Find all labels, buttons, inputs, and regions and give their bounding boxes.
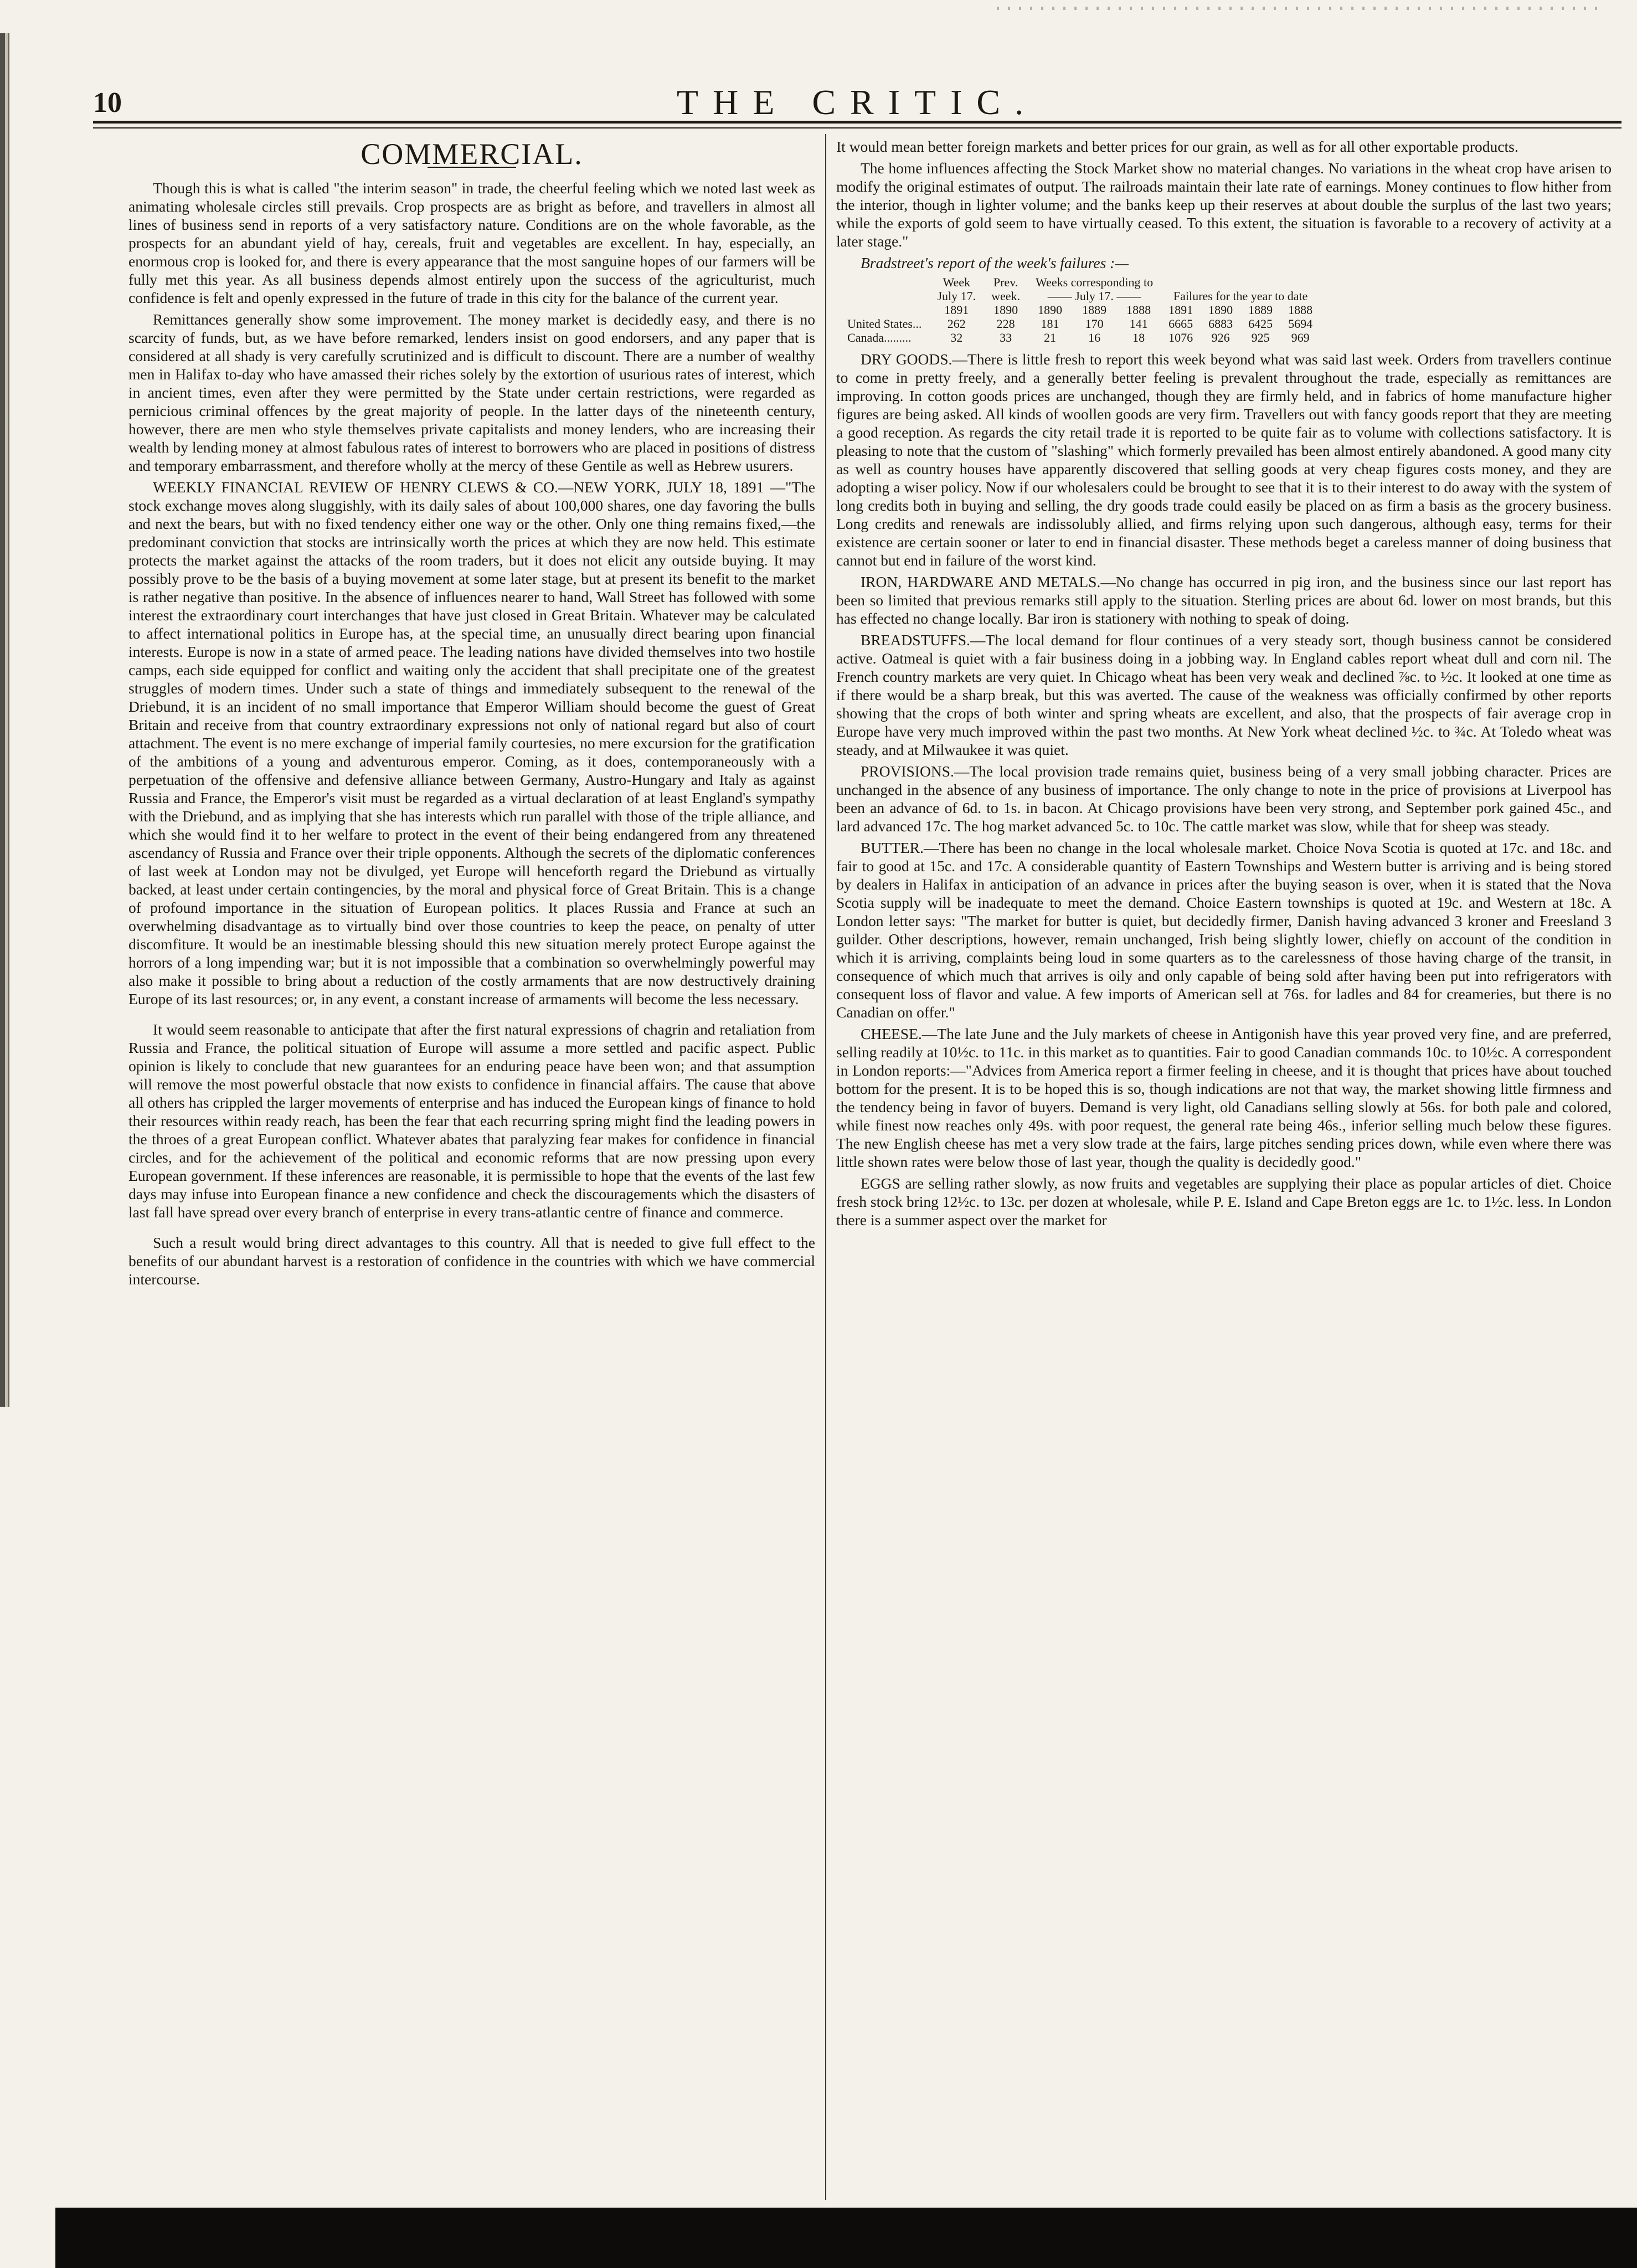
section-heading: PROVISIONS.	[861, 763, 954, 780]
table-header-row: July 17. week. —— July 17. —— Failures for the year to date	[937, 289, 1308, 303]
section-text: —The local demand for flour continues of a very steady sort, though business cannot be considered active. Oatmeal is quiet with a fair business doing in a jobbing way. In England cables report wheat dull and corn nil. The French country markets are very quiet. In Chicago wheat has been very weak and declined ⅞c. to ½c. It looked at one time as if there would be a sharp break, but this was averted. The cause of the weakness was officially confirmed by other reports showing that the crops of both winter and spring wheats are excellent, and also, that the prospects of fair average crop in Europe have very much improved within the past two months. At New York wheat declined ½c. to ¾c. At Toledo wheat was steady, and at Milwaukee it was quiet.	[836, 631, 1612, 758]
paragraph-foreign-markets: It would mean better foreign markets and better prices for our grain, as well as for all other exportable products.	[836, 138, 1518, 155]
page-header	[93, 82, 1621, 132]
failures-caption: Bradstreet's report of the week's failures :—	[861, 254, 1129, 271]
section-dry-goods	[836, 350, 1612, 569]
scan-artifact	[997, 7, 1606, 10]
section-iron-hardware-metals	[836, 573, 1612, 628]
table-row: United States... 262 228 181 170 141 6665 6883 6425 5694	[847, 317, 1313, 331]
failures-table	[847, 275, 1320, 344]
section-heading: IRON, HARDWARE AND METALS.	[861, 573, 1101, 590]
section-heading: BUTTER.	[861, 839, 924, 856]
header-rule-thin	[93, 127, 1621, 128]
section-text: —There is little fresh to report this week beyond what was said last week. Orders from travellers continue to come in pretty freely, and a generally better feeling is prevalent throughout the trade, especially as remittances are improving. In cotton goods prices are unchanged, though they are firmly held, and in fabrics of home manufacture higher figures are being asked. All kinds of woollen goods are very firm. Travellers out with fancy goods report that they are meeting a good reception. As regards the city retail trade it is reported to be quite fair as to volume with collections satisfactory. It is pleasing to note that the custom of "slashing" which formerly prevailed has been almost entirely abandoned. A good many city as well as country houses have apparently discovered that selling goods at very cheap figures costs money, and they are adopting a wiser policy. Now if our wholesalers could be brought to see that it is to their interest to do away with the system of long credits both in buying and selling, the dry goods trade could easily be placed on as firm a basis as the grocery business. Long credits and renewals are indissolubly allied, and firms relying upon such dangerous, although easy, terms for their existence are certain sooner or later to end in financial disaster. These methods beget a careless manner of doing business that cannot but end in failure of the worst kind.	[836, 351, 1612, 569]
section-heading: BREADSTUFFS.	[861, 631, 970, 649]
masthead: THE CRITIC.	[676, 83, 1038, 122]
binding-edge	[0, 33, 17, 1407]
table-header-row: 1891 1890 1890 1889 1888 1891 1890 1889 1888	[944, 303, 1313, 317]
section-text: —The local provision trade remains quiet, business being of a very small jobbing character. Prices are unchanged in the absence of any business of importance. The only change to note in the price of provisions at Liverpool has been an advance of 6d. to 1s. in bacon. At Chicago provisions have been very strong, and September pork gained 45c., and lard advanced 17c. The hog market advanced 5c. to 10c. The cattle market was slow, while that for sheep was steady.	[836, 763, 1612, 835]
section-breadstuffs	[836, 631, 1612, 759]
section-text: are selling rather slowly, as now fruits and vegetables are supplying their place as popular articles of diet. Choice fresh stock bring 12½c. to 13c. per dozen at wholesale, while P. E. Island and Cape Breton eggs are 1c. to 1½c. less. In London there is a summer aspect over the market for	[836, 1175, 1612, 1228]
table-header-row: Week Prev. Weeks corresponding to	[943, 275, 1154, 289]
section-text: —No change has occurred in pig iron, and the business since our last report has been so limited that previous remarks still apply to the situation. Sterling prices are about 6d. lower on most brands, but this has effected no change locally. Bar iron is stationery with nothing to speak of doing.	[836, 573, 1612, 627]
section-text: —The late June and the July markets of cheese in Antigonish have this year proved very fine, and are preferred, selling readily at 10½c. to 11c. in this market as to quantities. Fair to good Canadian commands 10c. to 10½c. A correspondent in London reports:—"Advices from America report a firmer feeling in cheese, and it is thought that prices have about touched bottom for the present. It is to be hoped this is so, though indications are not that way, the market showing little firmness and the tendency being in favor of buyers. Demand is very light, old Canadians selling slowly at 56s. for both pale and colored, while finest now reaches only 49s. with poor request, the general rate being 46s., inferior selling much below these figures. The new English cheese has met a very slow trade at the fairs, large pitches sending prices down, while even where there was little shown rates were below those of last year, though the quality is decidedly good."	[836, 1025, 1612, 1170]
left-column	[128, 137, 815, 2198]
paragraph-trade-outlook: Though this is what is called "the interim season" in trade, the cheerful feeling which we noted last week as animating wholesale circles still prevails. Crop prospects are as bright as before, and travellers in almost all lines of business send in reports of a very satisfactory nature. Conditions are on the whole favorable, as the prospects for an abundant yield of hay, cereals, fruit and vegetables are excellent. In hay, especially, an enormous crop is looked for, and there is every appearance that the most sanguine hopes of our farmers will be fully met this year. As all business depends almost entirely upon the success of the agriculturist, much confidence is felt and openly expressed in the future of trade in this city for the balance of the current year.	[128, 179, 815, 306]
section-text: —There has been no change in the local wholesale market. Choice Nova Scotia is quoted at 17c. and 18c. and fair to good at 15c. and 17c. A considerable quantity of Eastern Townships and Western butter is arriving and is being stored by dealers in Halifax in anticipation of an advance in prices after the buying season is over, when it is stated that the Nova Scotia supply will be inadequate to meet the demand. Choice Eastern townships is quoted at 19c. and Western at 18c. A London letter says: "The market for butter is quiet, but decidedly firmer, Danish having advanced 3 kroner and Freesland 3 guilder. Other descriptions, however, remain unchanged, Irish being slightly lower, chiefly on account of the condition in which it is arriving, complaints being loud in some quarters as to the carelessness of those having charge of the transit, in consequence of which much that arrives is oily and only capable of being sold after having been put into refrigerators with consequent loss of flavor and value. A few imports of American sell at 76s. for ladles and 84 for creameries, but there is no Canadian on offer."	[836, 839, 1612, 1021]
paragraph-direct-advantages: Such a result would bring direct advantages to this country. All that is needed to give full effect to the benefits of our abundant harvest is a restoration of confidence in the countries with which we have commercial intercourse.	[128, 1234, 815, 1288]
paragraph-europe-outlook: It would seem reasonable to anticipate that after the first natural expressions of chagrin and retaliation from Russia and France, the political situation of Europe will assume a more settled and pacific aspect. Public opinion is likely to conclude that new guarantees for an enduring peace have been won; and that assumption will remove the most powerful obstacle that now exists to confidence in financial affairs. The cause that above all others has crippled the larger movements of enterprise and has induced the European kings of finance to hold their resources within ready reach, has been the fear that each recurring spring might find the leading powers in the throes of a great European conflict. Whatever abates that paralyzing fear makes for confidence in financial circles, and for the achievement of the political and economic reforms that are now pressing upon every European government. If these inferences are reasonable, it is permissible to hope that the events of the last few days may infuse into European finance a new confidence and check the discouragements which the disasters of last fall have spread over every branch of enterprise in every trans-atlantic centre of finance and commerce.	[128, 1021, 815, 1221]
section-heading: CHEESE.	[861, 1025, 922, 1042]
section-cheese	[836, 1025, 1612, 1171]
header-rule	[93, 121, 1621, 124]
section-title: COMMERCIAL.	[361, 137, 583, 171]
paragraph-remittances: Remittances generally show some improvement. The money market is decidedly easy, and there is no scarcity of funds, but, as we have before remarked, lenders insist on good endorsers, and any paper that is considered at all shady is very carefully scrutinized and is difficult to discount. There are a number of wealthy men in Halifax to-day who have amassed their riches solely by the extortion of usurious rates of interest, which in ancient times, even after they were permitted by the State under certain restrictions, were regarded as pernicious criminal offences by the great majority of people. In the latter days of the nineteenth century, however, there are men who style themselves private capitalists and money lenders, who are increasing their wealth by lending money at almost fabulous rates of interest to borrowers who are placed in positions of distress and temporary embarrassment, and therefore wholly at the mercy of these Gentile as well as Hebrew usurers.	[128, 311, 815, 474]
table-row: Canada......... 32 33 21 16 18 1076 926 925 969	[847, 331, 1310, 344]
paragraph-home-influences: The home influences affecting the Stock Market show no material changes. No variations in the wheat crop have arisen to modify the original estimates of output. The railroads maintain their late rate of earnings. Money continues to flow hither from the interior, though in lighter volume; and the banks keep up their reserves at about double the surplus of the last two years; while the exports of gold seem to have virtually ceased. To this extent, the situation is favorable to a recovery of activity at a later stage."	[836, 160, 1612, 250]
section-heading: EGGS	[861, 1175, 900, 1192]
paragraph-clews-review: WEEKLY FINANCIAL REVIEW OF HENRY CLEWS & CO.—NEW YORK, JULY 18, 1891 —"The stock exchange moves along sluggishly, with its daily sales of about 100,000 shares, one day favoring the bulls and next the bears, but with no fixed tendency either one way or the other. Only one thing remains fixed,—the predominant conviction that stocks are intrinsically worth the prices at which they are now held. This estimate protects the market against the attacks of the room traders, but it does not elicit any outside buying. It may possibly prove to be the basis of a buying movement at some later stage, but at present its benefit to the market is rather negative than positive. In the absence of influences nearer to hand, Wall Street has followed with some interest the extraordinary court interchanges that have just closed in Great Britain. Whatever may be calculated to affect international politics in Europe has, at the special time, an unusually direct bearing upon financial interests. Europe is now in a state of armed peace. The leading nations have divided themselves into two hostile camps, each side equipped for conflict and waiting only the accident that shall precipitate one of the greatest struggles of modern times. Under such a state of things and immediately subsequent to the renewal of the Driebund, it is an incident of no small importance that Emperor William should become the guest of Great Britain and receive from that country extraordinary expressions not only of national regard but also of court attachment. The event is no mere exchange of imperial family courtesies, no mere excursion for the gratification of the ambitions of a young and adventurous emperor. Coming, as it does, contemporaneously with a perpetuation of the offensive and defensive alliance between Germany, Austro-Hungary and Italy as against Russia and France, the Emperor's visit must be regarded as a virtual declaration of at least England's sympathy with the Driebund, and as implying that she has interests which run parallel with those of the triple alliance, and which she would find it to her welfare to protect in the event of their being endangered from any threatened ascendancy of Russia and France over their triple opponents. Although the secrets of the diplomatic conferences of last week at London may not be divulged, yet Europe will henceforth regard the Driebund as virtually backed, at least under certain contingencies, by the moral and physical force of Great Britain. This is a change of profound importance in the situation of European politics. It places Russia and France at such an overwhelming disadvantage as to virtually bind over those countries to keep the peace, on penalty of utter discomfiture. It would be an inestimable blessing should this new situation merely protect Europe against the horrors of a long impending war; but it is not impossible that a combination so overwhelmingly powerful may also make it possible to bring about a reduction of the costly armaments that are now destructively draining Europe of its last resources; or, in any event, a constant increase of armaments will become the less necessary.	[128, 479, 815, 1007]
section-butter	[836, 839, 1612, 1021]
column-divider	[825, 134, 826, 2200]
section-heading: DRY GOODS.	[861, 351, 953, 368]
page-number: 10	[93, 87, 122, 119]
scan-bottom-bar	[55, 2208, 1637, 2268]
section-eggs	[836, 1174, 1612, 1229]
section-provisions	[836, 762, 1612, 835]
right-column	[836, 137, 1612, 2198]
